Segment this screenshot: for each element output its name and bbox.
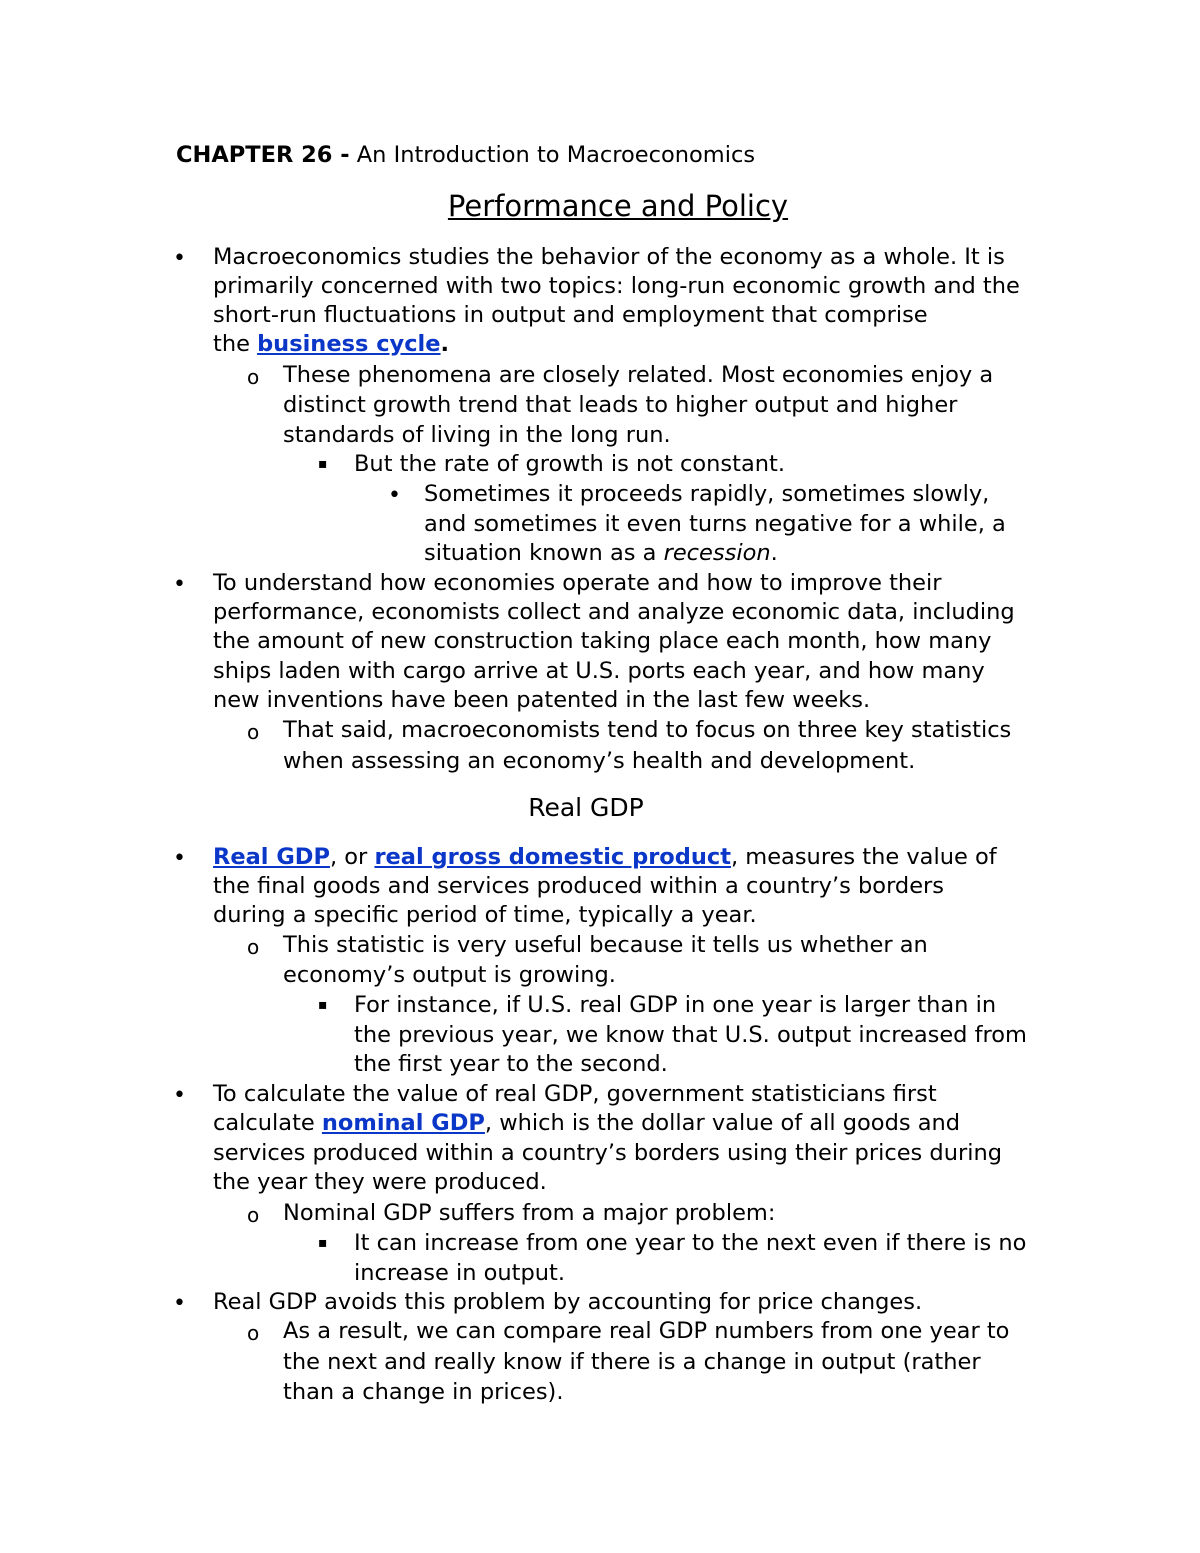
paragraph-line: than a change in prices). <box>283 1379 564 1405</box>
paragraph-line: the previous year, we know that U.S. output increased from <box>354 1022 1027 1048</box>
paragraph-line: the final goods and services produced within a country’s borders <box>213 873 945 899</box>
bullet-circle-icon: o <box>247 1321 260 1345</box>
paragraph-line: the first year to the second. <box>354 1051 668 1077</box>
paragraph-line: the amount of new construction taking place each month, how many <box>213 628 992 654</box>
paragraph-line: For instance, if U.S. real GDP in one year is larger than in <box>354 992 997 1018</box>
paragraph-line: To understand how economies operate and how to improve their <box>213 570 942 596</box>
bullet-disc-icon: • <box>173 846 186 871</box>
paragraph-line <box>424 538 778 568</box>
real-gdp-link[interactable]: Real GDP <box>213 844 330 870</box>
paragraph-line: These phenomena are closely related. Most economies enjoy a <box>283 362 994 388</box>
text: situation known as a <box>424 540 664 566</box>
text: the <box>213 331 258 357</box>
paragraph-line: But the rate of growth is not constant. <box>354 451 785 477</box>
bullet-disc-icon: • <box>173 246 186 271</box>
chapter-heading <box>176 140 755 170</box>
paragraph-line: increase in output. <box>354 1260 566 1286</box>
paragraph-line: As a result, we can compare real GDP numbers from one year to <box>283 1318 1010 1344</box>
recession-term: recession <box>663 540 771 566</box>
paragraph-line: performance, economists collect and analyze economic data, including <box>213 599 1015 625</box>
paragraph-line: Real GDP avoids this problem by accounting for price changes. <box>213 1289 923 1315</box>
paragraph-line <box>213 329 449 359</box>
paragraph-line: the year they were produced. <box>213 1169 547 1195</box>
paragraph-line: That said, macroeconomists tend to focus on three key statistics <box>283 717 1012 743</box>
paragraph-line: To calculate the value of real GDP, government statisticians first <box>213 1081 937 1107</box>
bullet-circle-icon: o <box>247 365 260 389</box>
bullet-square-icon: ▪ <box>318 456 328 472</box>
paragraph-line: Sometimes it proceeds rapidly, sometimes slowly, <box>424 481 990 507</box>
paragraph-line: when assessing an economy’s health and development. <box>283 748 916 774</box>
text: , or <box>329 844 375 870</box>
text: . <box>440 331 450 357</box>
bullet-square-icon: ▪ <box>318 1235 328 1251</box>
paragraph-line: standards of living in the long run. <box>283 422 671 448</box>
text: calculate <box>213 1110 322 1136</box>
section-heading-real-gdp: Real GDP <box>528 793 644 822</box>
section-heading-performance: Performance and Policy <box>447 189 789 223</box>
paragraph-line: new inventions have been patented in the last few weeks. <box>213 687 871 713</box>
paragraph-line: and sometimes it even turns negative for a while, a <box>424 511 1006 537</box>
paragraph-line: services produced within a country’s borders using their prices during <box>213 1140 1002 1166</box>
business-cycle-link[interactable]: business cycle <box>257 331 441 357</box>
paragraph-line: This statistic is very useful because it tells us whether an <box>283 932 928 958</box>
bullet-disc-icon: • <box>173 1083 186 1108</box>
paragraph-line <box>213 842 997 872</box>
paragraph-line: short-run fluctuations in output and employment that comprise <box>213 302 928 328</box>
paragraph-line: distinct growth trend that leads to higher output and higher <box>283 392 958 418</box>
paragraph-line: Nominal GDP suffers from a major problem: <box>283 1200 776 1226</box>
paragraph-line: economy’s output is growing. <box>283 962 616 988</box>
real-gross-domestic-product-link[interactable]: real gross domestic product <box>374 844 731 870</box>
text: . <box>770 540 778 566</box>
nominal-gdp-link[interactable]: nominal GDP <box>321 1110 485 1136</box>
chapter-label: CHAPTER 26 - <box>176 142 350 168</box>
paragraph-line: ships laden with cargo arrive at U.S. ports each year, and how many <box>213 658 985 684</box>
bullet-disc-icon: • <box>173 1291 186 1316</box>
bullet-disc-icon: • <box>388 483 401 508</box>
bullet-disc-icon: • <box>173 572 186 597</box>
paragraph-line <box>213 1108 960 1138</box>
paragraph-line: It can increase from one year to the next even if there is no <box>354 1230 1027 1256</box>
text: , measures the value of <box>730 844 997 870</box>
bullet-square-icon: ▪ <box>318 997 328 1013</box>
paragraph-line: during a specific period of time, typically a year. <box>213 902 757 928</box>
paragraph-line: primarily concerned with two topics: long-run economic growth and the <box>213 273 1020 299</box>
chapter-title: An Introduction to Macroeconomics <box>349 142 756 168</box>
bullet-circle-icon: o <box>247 935 260 959</box>
text: , which is the dollar value of all goods and <box>484 1110 961 1136</box>
paragraph-line: Macroeconomics studies the behavior of the economy as a whole. It is <box>213 244 1005 270</box>
bullet-circle-icon: o <box>247 1203 260 1227</box>
paragraph-line: the next and really know if there is a change in output (rather <box>283 1349 981 1375</box>
bullet-circle-icon: o <box>247 720 260 744</box>
